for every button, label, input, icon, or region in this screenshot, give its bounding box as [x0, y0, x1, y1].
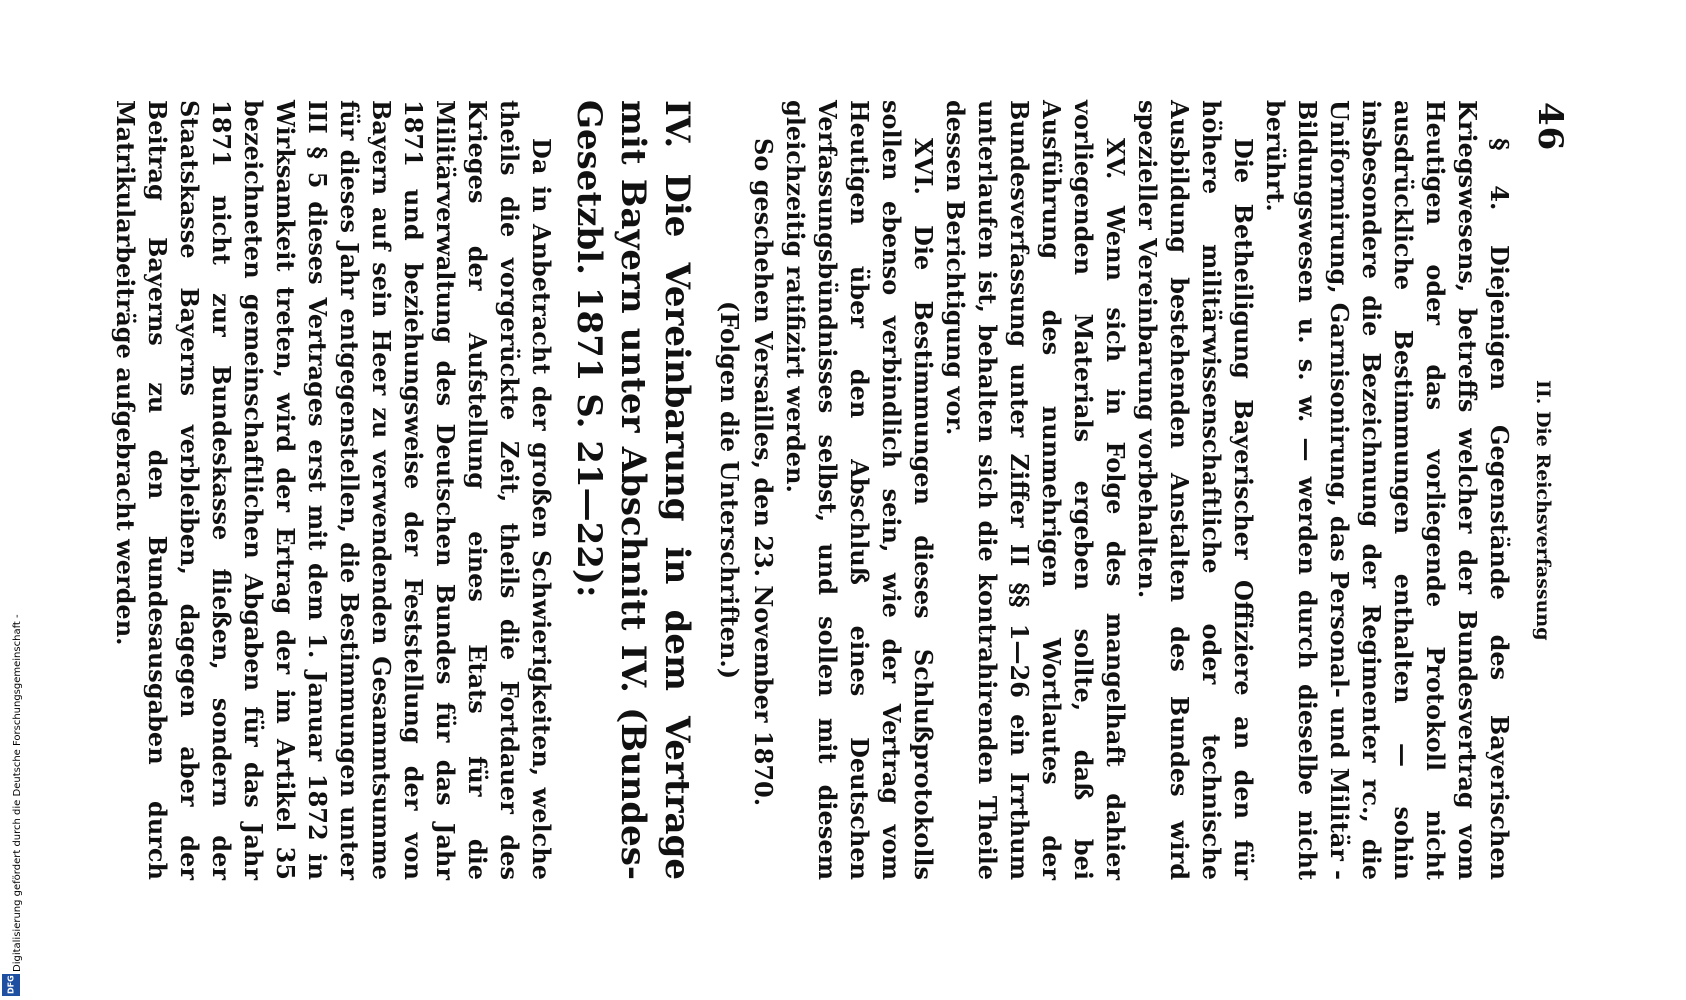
page-header	[1522, 100, 1570, 880]
digitization-credit-strip	[0, 0, 22, 1000]
running-head: II. Die Reichsverfassung	[1532, 380, 1554, 641]
signatures-note: (Folgen die Unterschriften.)	[715, 300, 744, 680]
paragraph-article-xv: XV. Wenn sich in Folge des mangelhaft dahier vorliegenden Materials ergeben sollte, daß bei Ausführung des nunmehrigen Wortlautes der Bundesverfassung unter Ziffer II §§ 1—26 ein Irrthum unterlaufen ist, behalten sich die kontrahirenden Theile dessen Berichtigung vor.	[941, 100, 1130, 880]
digitization-note: Digitalisierung gefördert durch die Deutsche Forschungsgemeinschaft -	[12, 614, 23, 972]
paragraph-bavarian-officers: Die Betheiligung Bayerischer Offiziere an den für höhere militärwissenschaftliche oder technische Ausbildung bestehenden Anstalten des Bundes wird spezieller Vereinbarung vorbehalten.	[1133, 100, 1258, 880]
section-heading: IV. Die Vereinbarung in dem Vertrage mit Bayern unter Abschnitt IV. (Bundes-Gesetzbl. 1871 S. 21—22):	[569, 100, 697, 880]
page-number: 46	[1530, 102, 1570, 152]
page-body	[109, 100, 1515, 880]
paragraph-final: Da in Anbetracht der großen Schwierigkeiten, welche theils die vorgerückte Zeit, theils die Fortdauer des Krieges der Aufstellung eines Etats für die Militärverwaltung des Deutschen Bundes für das Jahr 1871 und beziehungsweise der Feststellung der von Bayern auf sein Heer zu verwendenden Gesammtsumme für dieses Jahr entgegenstellen, die Bestimmungen unter III § 5 dieses Vertrages erst mit dem 1. Januar 1872 in Wirksamkeit treten, wird der Ertrag der im Artikel 35 bezeichneten gemeinschaftlichen Abgaben für das Jahr 1871 nicht zur Bundeskasse fließen, sondern der Staatskasse Bayerns verbleiben, dagegen aber der Beitrag Bayerns zu den Bundesausgaben durch Matrikularbeiträge aufgebracht werden.	[111, 100, 556, 880]
rotated-scanned-page	[111, 100, 1570, 880]
closing-line: So geschehen Versailles, den 23. November 1870.	[749, 138, 778, 807]
paragraph-section-4: § 4. Diejenigen Gegenstände des Bayerischen Kriegswesens, betreffs welcher der Bundesvertrag vom Heutigen oder das vorliegende Protokoll nicht ausdrückliche Bestimmungen enthalten — sohin insbesondere die Bezeichnung der Regimenter rc., die Uniformirung, Garnisonirung, das Personal- und Militär - Bildungswesen u. s. w. — werden durch dieselbe nicht berührt.	[1261, 100, 1514, 880]
paragraph-article-xvi: XVI. Die Bestimmungen dieses Schlußprotokolls sollen ebenso verbindlich sein, wie der Vertrag vom Heutigen über den Abschluß eines Deutschen Verfassungsbündnisses selbst, und sollen mit diesem gleichzeitig ratifizirt werden.	[781, 100, 938, 880]
dfg-logo: DFG	[2, 974, 20, 996]
